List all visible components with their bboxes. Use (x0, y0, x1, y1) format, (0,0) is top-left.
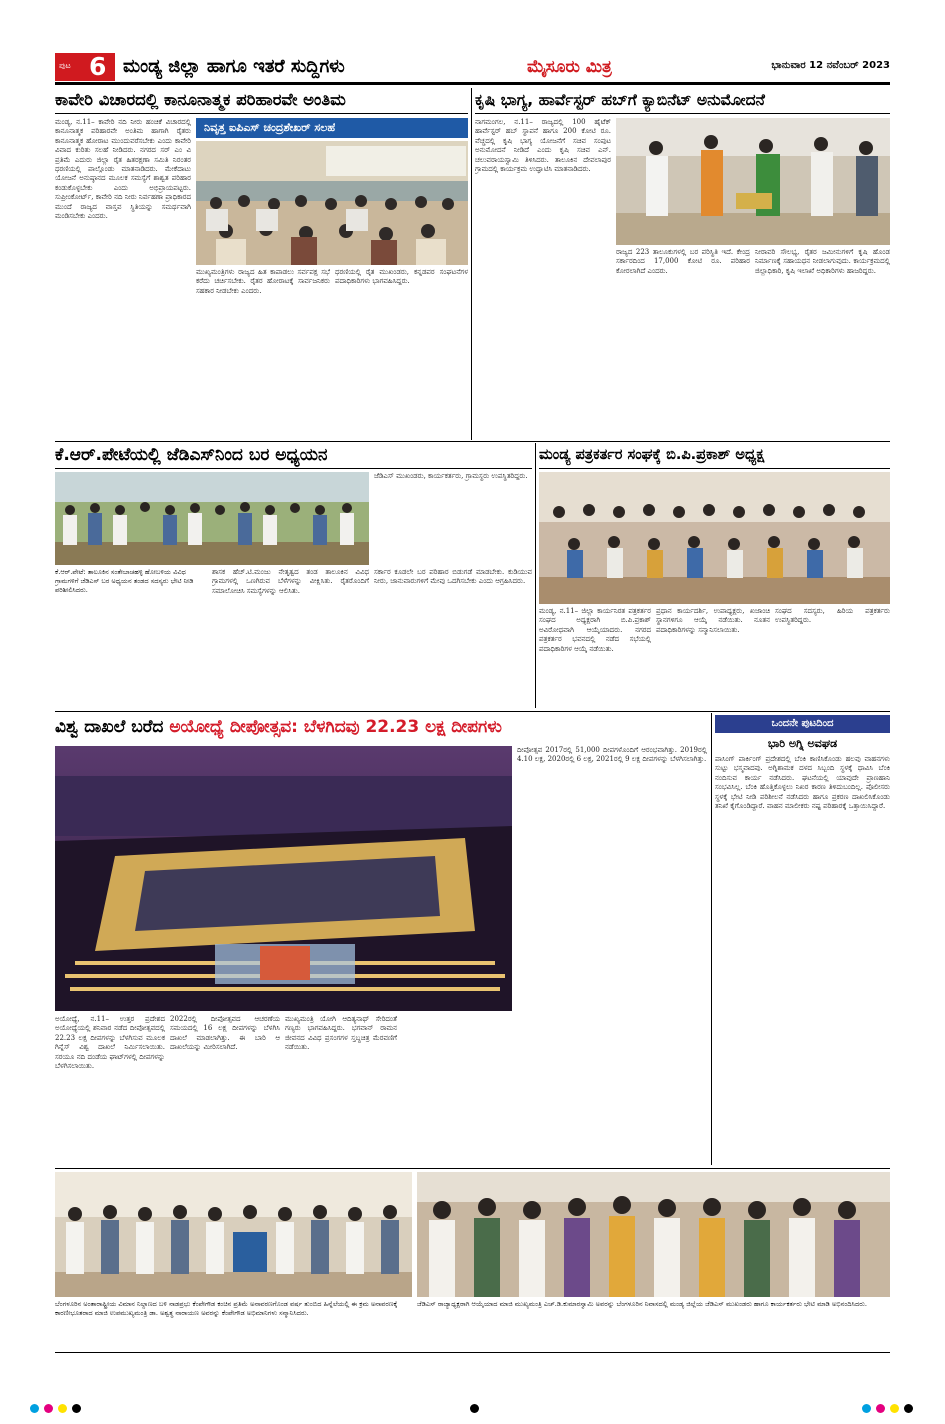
ayodhya-headline (55, 713, 705, 741)
fire-banner-label: ಒಂದನೇ ಪುಟದಿಂದ (771, 718, 834, 729)
issue-date: ಭಾನುವಾರ 12 ನವೆಂಬರ್ 2023 (771, 60, 890, 71)
section-rule-3 (55, 711, 890, 712)
krpet-headline: ಕೆ.ಆರ್.ಪೇಟೆಯಲ್ಲಿ ಜೆಡಿಎಸ್‌ನಿಂದ ಬರ ಅಧ್ಯಯನ (55, 445, 328, 465)
press-body-col-2: ಪ್ರಧಾನ ಕಾರ್ಯದರ್ಶಿ, ಉಪಾಧ್ಯಕ್ಷರು, ಖಜಾಂಚಿ ಸ್ಥಾನಗಳಿಗೂ ಆಯ್ಕೆ ನಡೆಯಿತು. ನೂತನ ಪದಾಧಿಕಾರಿಗಳನ್ನು ಸನ್ಮಾನಿಸಲಾಯಿತು. (656, 607, 770, 634)
krpet-drought-photo (55, 472, 369, 565)
column-divider-mid (535, 443, 536, 708)
page-number: 6 (89, 52, 107, 81)
ayodhya-deepotsav-photo (55, 746, 512, 1011)
press-body-col-3: ಸಂಘದ ಸದಸ್ಯರು, ಹಿರಿಯ ಪತ್ರಕರ್ತರು ಉಪಸ್ಥಿತರಿದ್ದರು. (775, 607, 890, 625)
masthead (55, 53, 890, 81)
kaveri-body-col-3: ಧರಣಿಯಲ್ಲಿ ರೈತ ಮುಖಂಡರು, ಕನ್ನಡಪರ ಸಂಘಟನೆಗಳ ಪದಾಧಿಕಾರಿಗಳು ಭಾಗವಹಿಸಿದ್ದರು. (335, 268, 468, 286)
krpet-body-col-1: ಶಾಸಕ ಹೆಚ್.ಟಿ.ಮಂಜು ನೇತೃತ್ವದ ತಂಡ ತಾಲೂಕಿನ ವಿವಿಧ ಗ್ರಾಮಗಳಲ್ಲಿ ಒಣಗಿರುವ ಬೆಳೆಗಳನ್ನು ವೀಕ್ಷಿಸಿತು. ರೈತರೊಂದಿಗೆ ಸಮಾಲೋಚಿಸಿ ಸಮಸ್ಯೆಗಳನ್ನು ಆಲಿಸಿತು. (212, 568, 369, 595)
registration-mark-cyan-right (862, 1404, 871, 1413)
section-rule-2 (55, 441, 890, 442)
krpet-caption: ಕೆ.ಆರ್.ಪೇಟೆ: ತಾಲೂಕಿನ ಸಂತೇಬಾಚಹಳ್ಳಿ ಹೋಬಳಿಯ ವಿವಿಧ ಗ್ರಾಮಗಳಿಗೆ ಜೆಡಿಎಸ್ ಬರ ಅಧ್ಯಯನ ತಂಡದ ಸದಸ್ಯರು ಭೇಟಿ ನೀಡಿ ಪರಿಶೀಲಿಸಿದರು. (55, 568, 194, 594)
registration-mark-cyan (30, 1404, 39, 1413)
kaveri-body-col-2: ಮುಖ್ಯಮಂತ್ರಿಗಳು ರಾಜ್ಯದ ಹಿತ ಕಾಪಾಡಲು ಸರ್ವಪಕ್ಷ ಸಭೆ ಕರೆದು ಚರ್ಚಿಸಬೇಕು. ರೈತರ ಹೋರಾಟಕ್ಕೆ ಸಾರ್ವಜನಿಕರು ಸಹಕಾರ ನೀಡಬೇಕು ಎಂದರು. (196, 268, 330, 295)
kumaraswamy-meeting-photo (417, 1172, 890, 1297)
masthead-rule (55, 82, 890, 85)
press-group-photo (539, 472, 890, 604)
section-title: ಮಂಡ್ಯ ಜಿಲ್ಲಾ ಹಾಗೂ ಇತರೆ ಸುದ್ದಿಗಳು (123, 56, 345, 77)
press-headline: ಮಂಡ್ಯ ಪತ್ರಕರ್ತರ ಸಂಘಕ್ಕೆ ಬಿ.ಪಿ.ಪ್ರಕಾಶ್ ಅಧ್ಯಕ್ಷ (539, 447, 765, 463)
krpet-body-col-2: ಸರ್ಕಾರ ಕೂಡಲೇ ಬರ ಪರಿಹಾರ ಬಿಡುಗಡೆ ಮಾಡಬೇಕು. ಕುಡಿಯುವ ನೀರು, ಜಾನುವಾರುಗಳಿಗೆ ಮೇವು ಒದಗಿಸಬೇಕು ಎಂದು ಆಗ್ರಹಿಸಿದರು. (374, 568, 532, 586)
section-rule-4 (55, 1168, 890, 1169)
kempegowda-caption: ಬೆಂಗಳೂರಿನ ಅಂತಾರಾಷ್ಟ್ರೀಯ ವಿಮಾನ ನಿಲ್ದಾಣದ ಬಳಿ ನಾಡಪ್ರಭು ಕೆಂಪೇಗೌಡ ಕಂಚಿನ ಪ್ರತಿಮೆ ಅನಾವರಣಗೊಂಡ ವರ್ಷ ತುಂಬಿದ ಹಿನ್ನೆಲೆಯಲ್ಲಿ ಈ ಕ್ರಮ ಅನಾವರಣಕ್ಕೆ ಕಾರಣೀಭೂತರಾದ ಮಾಜಿ ಉಪಮುಖ್ಯಮಂತ್ರಿ ಡಾ. ಅಶ್ವತ್ಥ ನಾರಾಯಣ ಅವರನ್ನು ಕೆಂಪೇಗೌಡ ಅಭಿಮಾನಿಗಳು ಸನ್ಮಾನಿಸಿದರು. (55, 1300, 398, 1317)
krishi-body-col-1: ನಾಗಮಂಗಲ, ನ.11– ರಾಜ್ಯದಲ್ಲಿ 100 ಹೈಟೆಕ್ ಹಾರ್ವೆಸ್ಟರ್ ಹಬ್ ಸ್ಥಾಪನೆ ಹಾಗೂ 200 ಕೋಟಿ ರೂ. ವೆಚ್ಚದಲ್ಲಿ ಕೃಷಿ ಭಾಗ್ಯ ಯೋಜನೆಗೆ ಸಚಿವ ಸಂಪುಟ ಅನುಮೋದನೆ ನೀಡಿದೆ ಎಂದು ಕೃಷಿ ಸಚಿವ ಎನ್. ಚಲುವರಾಯಸ್ವಾಮಿ ತಿಳಿಸಿದರು. ತಾಲೂಕಿನ ದೇವಲಾಪುರ ಗ್ರಾಮದಲ್ಲಿ ಕಾರ್ಯಕ್ರಮ ಉದ್ಘಾಟಿಸಿ ಮಾತನಾಡಿದರು. (475, 118, 611, 174)
column-divider-bottom (711, 713, 712, 1165)
footer-rule (55, 1352, 890, 1353)
registration-mark-black-right (904, 1404, 913, 1413)
kumaraswamy-caption: ಜೆಡಿಎಸ್ ರಾಜ್ಯಾಧ್ಯಕ್ಷರಾಗಿ ಆಯ್ಕೆಯಾದ ಮಾಜಿ ಮುಖ್ಯಮಂತ್ರಿ ಎಚ್.ಡಿ.ಕುಮಾರಸ್ವಾಮಿ ಅವರನ್ನು ಬೆಂಗಳೂರಿನ ನಿವಾಸದಲ್ಲಿ ಮಂಡ್ಯ ಜಿಲ್ಲೆಯ ಜೆಡಿಎಸ್ ಮುಖಂಡರು ಹಾಗೂ ಕಾರ್ಯಕರ್ತರು ಭೇಟಿ ಮಾಡಿ ಅಭಿನಂದಿಸಿದರು. (417, 1300, 867, 1308)
registration-mark-yellow (58, 1404, 67, 1413)
kaveri-rule (55, 113, 468, 114)
kaveri-headline: ಕಾವೇರಿ ವಿಚಾರದಲ್ಲಿ ಕಾನೂನಾತ್ಮಕ ಪರಿಹಾರವೇ ಅಂತಿಮ (55, 90, 346, 109)
kempegowda-felicitation-photo (55, 1172, 412, 1297)
krishi-body-col-3: ನೀರಾವರಿ ಸೌಲಭ್ಯ, ರೈತರ ಜಮೀನುಗಳಿಗೆ ಕೃಷಿ ಹೊಂಡ ನಿರ್ಮಾಣಕ್ಕೆ ಸಹಾಯಧನ ನೀಡಲಾಗುವುದು. ಕಾರ್ಯಕ್ರಮದಲ್ಲಿ ಜಿಲ್ಲಾಧಿಕಾರಿ, ಕೃಷಿ ಇಲಾಖೆ ಅಧಿಕಾರಿಗಳು ಹಾಜರಿದ್ದರು. (755, 248, 890, 275)
page-number-badge (55, 53, 115, 81)
ayodhya-body-col-1: ಅಯೋಧ್ಯೆ, ನ.11– ಉತ್ತರ ಪ್ರದೇಶದ ಅಯೋಧ್ಯೆಯಲ್ಲಿ ಶನಿವಾರ ನಡೆದ ದೀಪೋತ್ಸವದಲ್ಲಿ 22.23 ಲಕ್ಷ ದೀಪಗಳನ್ನು ಬೆಳಗಿಸುವ ಮೂಲಕ ಗಿನ್ನೆಸ್ ವಿಶ್ವ ದಾಖಲೆ ನಿರ್ಮಿಸಲಾಯಿತು. ಸರಯೂ ನದಿ ದಂಡೆಯ ಘಾಟ್‌ಗಳಲ್ಲಿ ದೀಪಗಳನ್ನು ಬೆಳಗಿಸಲಾಯಿತು. (55, 1015, 165, 1071)
krpet-rule (55, 468, 532, 469)
ayodhya-body-col-4: ದೀಪೋತ್ಸವ 2017ರಲ್ಲಿ 51,000 ದೀಪಗಳೊಂದಿಗೆ ಆರಂಭವಾಗಿತ್ತು. 2019ರಲ್ಲಿ 4.10 ಲಕ್ಷ, 2020ರಲ್ಲಿ 6 ಲಕ್ಷ, 2021ರಲ್ಲಿ 9 ಲಕ್ಷ ದೀಪಗಳನ್ನು ಬೆಳಗಿಸಲಾಗಿತ್ತು. (517, 746, 707, 764)
kaveri-body-col-1: ಮಂಡ್ಯ, ನ.11– ಕಾವೇರಿ ನದಿ ನೀರು ಹಂಚಿಕೆ ವಿಚಾರದಲ್ಲಿ ಕಾನೂನಾತ್ಮಕ ಪರಿಹಾರವೇ ಅಂತಿಮ ಹಾಗಾಗಿ ರೈತರು ಕಾನೂನಾತ್ಮಕ ಹೋರಾಟ ಮುಂದುವರೆಸಬೇಕು ಎಂದು ಕಾವೇರಿ ವಿವಾದ ಕುರಿತು ಸಲಹೆ ನೀಡಿದರು. ನಗರದ ಸರ್ ಎಂ ವಿ ಪ್ರತಿಮೆ ಎದುರು ಜಿಲ್ಲಾ ರೈತ ಹಿತರಕ್ಷಣಾ ಸಮಿತಿ ನಿರಂತರ ಧರಣಿಯಲ್ಲಿ ಪಾಲ್ಗೊಂಡು ಮಾತನಾಡಿದರು. ಮೇಕೆದಾಟು ಯೋಜನೆ ಅನುಷ್ಠಾನದ ಮೂಲಕ ಸಮಸ್ಯೆಗೆ ಶಾಶ್ವತ ಪರಿಹಾರ ಕಂಡುಕೊಳ್ಳಬೇಕು ಎಂದು ಅಭಿಪ್ರಾಯಪಟ್ಟರು. ಸುಪ್ರೀಂಕೋರ್ಟ್, ಕಾವೇರಿ ನದಿ ನೀರು ನಿರ್ವಹಣಾ ಪ್ರಾಧಿಕಾರದ ಮುಂದೆ ರಾಜ್ಯದ ವಾಸ್ತವ ಸ್ಥಿತಿಯನ್ನು ಸಮರ್ಥವಾಗಿ ಮಂಡಿಸಬೇಕು ಎಂದರು. (55, 118, 191, 221)
kaveri-subhead: ನಿವೃತ್ತ ಐಪಿಎಸ್ ಚಂದ್ರಶೇಖರ್ ಸಲಹೆ (204, 121, 336, 134)
krishi-headline: ಕೃಷಿ ಭಾಗ್ಯ, ಹಾರ್ವೆಸ್ಟರ್ ಹಬ್‌ಗೆ ಕ್ಯಾಬಿನೆಟ್ ಅನುಮೋದನೆ (475, 91, 765, 109)
registration-mark-black (72, 1404, 81, 1413)
registration-mark-center (470, 1404, 479, 1413)
page-label: ಪುಟ (59, 61, 71, 70)
registration-mark-magenta-right (876, 1404, 885, 1413)
column-divider-top (471, 88, 472, 440)
newspaper-name: ಮೈಸೂರು ಮಿತ್ರ (527, 57, 612, 77)
kaveri-subhead-bar (196, 118, 468, 138)
kaveri-protest-photo (196, 141, 468, 265)
registration-mark-magenta (44, 1404, 53, 1413)
ayodhya-headline-black: ವಿಶ್ವ ದಾಖಲೆ ಬರೆದ (55, 717, 170, 737)
press-rule (539, 468, 890, 469)
krishi-rule (475, 113, 890, 114)
press-body-col-1: ಮಂಡ್ಯ, ನ.11– ಜಿಲ್ಲಾ ಕಾರ್ಯನಿರತ ಪತ್ರಕರ್ತರ ಸಂಘದ ಅಧ್ಯಕ್ಷರಾಗಿ ಬಿ.ಪಿ.ಪ್ರಕಾಶ್ ಅವಿರೋಧವಾಗಿ ಆಯ್ಕೆಯಾದರು. ನಗರದ ಪತ್ರಕರ್ತರ ಭವನದಲ್ಲಿ ನಡೆದ ಸಭೆಯಲ್ಲಿ ಪದಾಧಿಕಾರಿಗಳ ಆಯ್ಕೆ ನಡೆಯಿತು. (539, 607, 651, 653)
registration-mark-yellow-right (890, 1404, 899, 1413)
ayodhya-body-col-3: ಮುಖ್ಯಮಂತ್ರಿ ಯೋಗಿ ಆದಿತ್ಯನಾಥ್ ಸೇರಿದಂತೆ ಗಣ್ಯರು ಭಾಗವಹಿಸಿದ್ದರು. ಭಗವಾನ್ ರಾಮನ ಜೀವನದ ವಿವಿಧ ಪ್ರಸಂಗಗಳ ಸ್ತಬ್ಧಚಿತ್ರ ಮೆರವಣಿಗೆ ನಡೆಯಿತು. (285, 1015, 397, 1052)
fire-body: ಪಾಸಿಂಗ್ ಪಾರ್ಕಿಂಗ್ ಪ್ರದೇಶದಲ್ಲಿ ಬೆಂಕಿ ಕಾಣಿಸಿಕೊಂಡು ಹಲವು ವಾಹನಗಳು ಸುಟ್ಟು ಭಸ್ಮವಾದವು. ಅಗ್ನಿಶಾಮಕ ದಳದ ಸಿಬ್ಬಂದಿ ಸ್ಥಳಕ್ಕೆ ಧಾವಿಸಿ ಬೆಂಕಿ ನಂದಿಸುವ ಕಾರ್ಯ ನಡೆಸಿದರು. ಘಟನೆಯಲ್ಲಿ ಯಾವುದೇ ಪ್ರಾಣಹಾನಿ ಸಂಭವಿಸಿಲ್ಲ. ಬೆಂಕಿ ಹೊತ್ತಿಕೊಳ್ಳಲು ನಿಖರ ಕಾರಣ ತಿಳಿದುಬಂದಿಲ್ಲ. ಪೊಲೀಸರು ಸ್ಥಳಕ್ಕೆ ಭೇಟಿ ನೀಡಿ ಪರಿಶೀಲನೆ ನಡೆಸಿದರು ಹಾಗೂ ಪ್ರಕರಣ ದಾಖಲಿಸಿಕೊಂಡು ತನಿಖೆ ಕೈಗೊಂಡಿದ್ದಾರೆ. ವಾಹನ ಮಾಲೀಕರು ನಷ್ಟ ಪರಿಹಾರಕ್ಕೆ ಒತ್ತಾಯಿಸಿದ್ದಾರೆ. (715, 755, 890, 811)
fire-banner (715, 715, 890, 733)
krishi-cabinet-photo (616, 118, 890, 245)
krishi-body-col-2: ರಾಜ್ಯದ 223 ತಾಲೂಕುಗಳಲ್ಲಿ ಬರ ಪರಿಸ್ಥಿತಿ ಇದೆ. ಕೇಂದ್ರ ಸರ್ಕಾರದಿಂದ 17,000 ಕೋಟಿ ರೂ. ಪರಿಹಾರ ಕೋರಲಾಗಿದೆ ಎಂದರು. (616, 248, 750, 275)
ayodhya-headline-red: ಅಯೋಧ್ಯೆ ದೀಪೋತ್ಸವ: ಬೆಳಗಿದವು 22.23 ಲಕ್ಷ ದೀಪಗಳು (169, 717, 502, 737)
krpet-body-col-3: ಜೆಡಿಎಸ್ ಮುಖಂಡರು, ಕಾರ್ಯಕರ್ತರು, ಗ್ರಾಮಸ್ಥರು ಉಪಸ್ಥಿತರಿದ್ದರು. (374, 472, 528, 480)
fire-headline: ಭಾರಿ ಅಗ್ನಿ ಅವಘಡ (767, 737, 838, 750)
ayodhya-body-col-2: 2022ರಲ್ಲಿ ದೀಪೋತ್ಸವದ ಆಚರಣೆಯ ಸಮಯದಲ್ಲಿ 16 ಲಕ್ಷ ದೀಪಗಳನ್ನು ಬೆಳಗಿಸಿ ದಾಖಲೆ ಮಾಡಲಾಗಿತ್ತು. ಈ ಬಾರಿ ಆ ದಾಖಲೆಯನ್ನು ಮೀರಿಸಲಾಗಿದೆ. (170, 1015, 280, 1052)
